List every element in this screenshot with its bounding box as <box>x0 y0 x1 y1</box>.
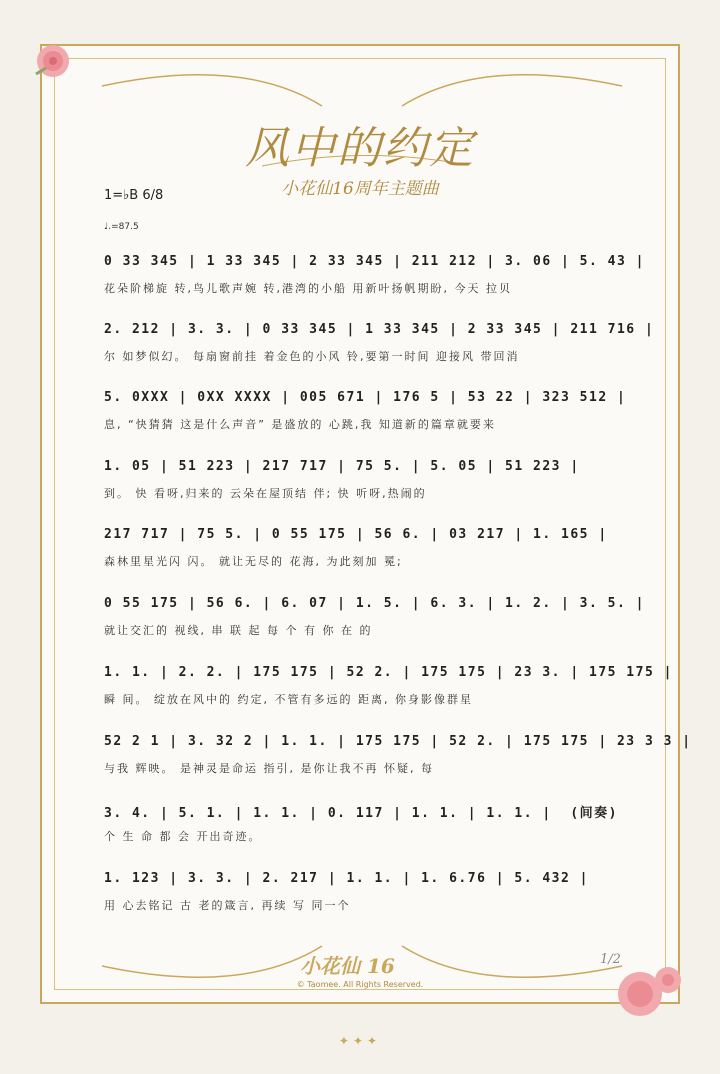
lyrics-line: 用 心去铭记 古 老的箴言, 再续 写 同一个 <box>104 899 351 912</box>
score-row <box>104 254 645 296</box>
song-title: 风中的约定 <box>245 123 475 174</box>
notation-line: 0 55 175 | 56 6. | 6. 07 | 1. 5. | 6. 3. | 1. 2. | 3. 5. | <box>104 596 645 611</box>
notation-line: 1. 1. | 2. 2. | 175 175 | 52 2. | 175 175 | 23 3. | 175 175 | <box>104 665 673 680</box>
lyrics-line: 花朵阶梯旋 转,鸟儿歌声婉 转,港湾的小船 用新叶扬帆期盼, 今天 拉贝 <box>104 282 512 295</box>
lyrics-line: 就让交汇的 视线, 串 联 起 每 个 有 你 在 的 <box>104 624 373 637</box>
notation-line: 2. 212 | 3. 3. | 0 33 345 | 1 33 345 | 2 33 345 | 211 716 | <box>104 322 655 337</box>
score-row <box>104 322 655 364</box>
lyrics-line: 瞬 间。 绽放在风中的 约定, 不管有多远的 距离, 你身影像群星 <box>104 693 473 706</box>
song-subtitle: 小花仙16周年主题曲 <box>281 179 439 199</box>
score-row <box>104 459 624 501</box>
lyrics-line: 与我 辉映。 是神灵是命运 指引, 是你让我不再 怀疑, 每 <box>104 762 434 775</box>
notation-line: 1. 05 | 51 223 | 217 717 | 75 5. | 5. 05 | 51 223 | <box>104 459 580 474</box>
lyrics-line: 到。 快 看呀,归来的 云朵在屋顶结 伴; 快 听呀,热闹的 <box>104 487 427 500</box>
score-row <box>104 871 624 913</box>
notation-line: 1. 123 | 3. 3. | 2. 217 | 1. 1. | 1. 6.76 | 5. 432 | <box>104 871 589 886</box>
notation-line: 217 717 | 75 5. | 0 55 175 | 56 6. | 03 217 | 1. 165 | <box>104 527 608 542</box>
notation-line: 3. 4. | 5. 1. | 1. 1. | 0. 117 | 1. 1. | 1. 1. | (间奏) <box>104 806 618 821</box>
lyrics-line: 个 生 命 都 会 开出奇迹。 <box>104 830 262 843</box>
copyright-text: © Taomee. All Rights Reserved. <box>296 980 424 989</box>
score-row <box>104 734 692 776</box>
rose-bottom-right-icon <box>612 962 684 1022</box>
lyrics-line: 森林里星光闪 闪。 就让无尽的 花海, 为此刻加 冕; <box>104 555 403 568</box>
score-row <box>104 390 627 432</box>
tempo-marking: ♩.=87.5 <box>104 222 139 232</box>
rose-top-left-icon <box>32 40 74 82</box>
lyrics-line: 息, “快猜猜 这是什么声音” 是盛放的 心跳,我 知道新的篇章就要来 <box>104 418 496 431</box>
score-row <box>104 527 624 569</box>
lyrics-line: 尔 如梦似幻。 每扇窗前挂 着金色的小风 铃,要第一时间 迎接风 带回消 <box>104 350 520 363</box>
notation-line: 0 33 345 | 1 33 345 | 2 33 345 | 211 212 | 3. 06 | 5. 43 | <box>104 254 645 269</box>
score-row <box>104 665 673 707</box>
notation-line: 5. 0XXX | 0XX XXXX | 005 671 | 176 5 | 53 22 | 323 512 | <box>104 390 627 405</box>
game-logo: 小花仙 16 <box>300 954 395 978</box>
sparkle-decoration-icon: ✦✦✦ <box>338 1034 382 1048</box>
page-number: 1/2 <box>600 952 621 967</box>
score-row <box>104 596 645 638</box>
key-signature: 1=♭B 6/8 <box>104 188 164 203</box>
score-row <box>104 802 624 844</box>
notation-line: 52 2 1 | 3. 32 2 | 1. 1. | 175 175 | 52 2. | 175 175 | 23 3 3 | <box>104 734 692 749</box>
